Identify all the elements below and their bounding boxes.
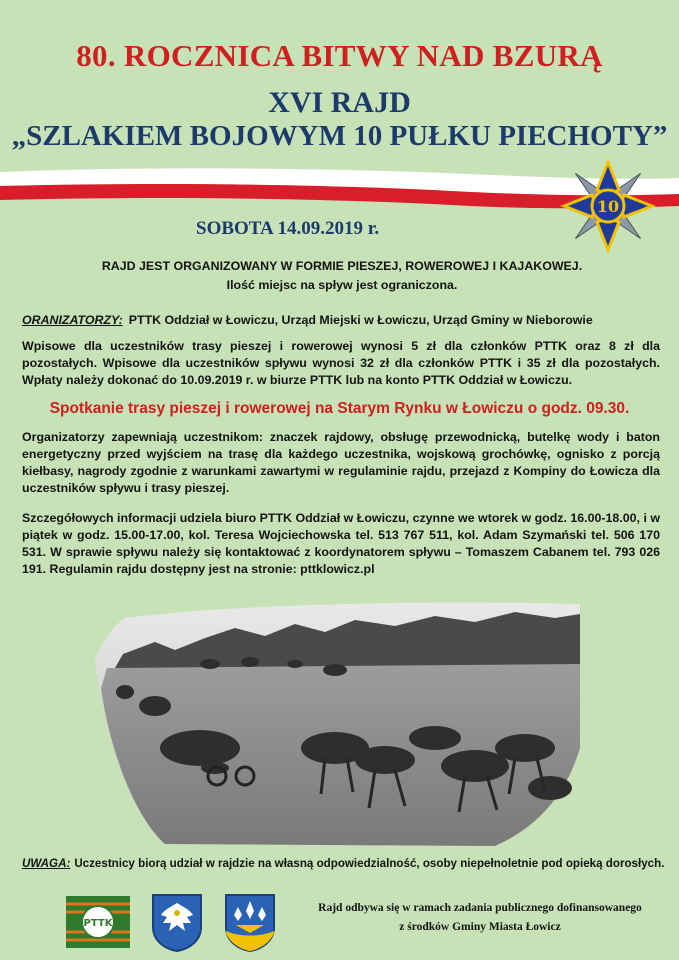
warning-line — [22, 857, 672, 870]
pttk-logo-icon — [66, 896, 130, 948]
cavalry-charge-photo — [95, 598, 580, 846]
event-date: SOBOTA 14.09.2019 r. — [196, 218, 380, 239]
kayak-limit-text: Ilość miejsc na spływ jest ograniczona. — [226, 278, 458, 292]
meeting-announcement: Spotkanie trasy pieszej i rowerowej na Starym Rynku w Łowiczu o godz. 09.30. — [49, 400, 630, 417]
poster-title-rally: XVI RAJD — [268, 86, 411, 119]
contact-info-paragraph: Szczegółowych informacji udziela biuro PTTK Oddział w Łowiczu, czynne we wtorek w godz. 16.00-18.00, i w piątek w godz. 15.00-17.00, kol. Teresa Wojciechowska tel. 513 767 511, kol. Adam Szymański tel. 506 170 531. W sprawie spływu należy się kontaktować z koordynatorem spływu – Tomaszem Cabanem tel. 793 026 191. Regulamin rajdu dostępny jest na stronie: pttklowicz.pl — [22, 511, 660, 576]
poster-title-trail: „SZLAKIEM BOJOWYM 10 PUŁKU PIECHOTY” — [11, 120, 668, 152]
regiment-cross-badge-icon — [560, 158, 656, 254]
badge-number: 10 — [596, 197, 620, 216]
funding-line-1: Rajd odbywa się w ramach zadania publicznego dofinansowanego — [318, 902, 642, 914]
organizers-text: PTTK Oddział w Łowiczu, Urząd Miejski w Łowiczu, Urząd Gminy w Nieborowie — [128, 313, 593, 327]
provisions-paragraph: Organizatorzy zapewniają uczestnikom: znaczek rajdowy, obsługę przewodnicką, butelkę wody i baton energetyczny przed wyjściem na trasę dla każdego uczestnika, wojskową grochówkę, ognisko z porcją kiełbasy, nagrody zgodnie z warunkami zawartymi w regulaminie rajdu, przejazd z Kompiny do Łowicza dla uczestników spływu i trasy pieszej. — [22, 430, 660, 495]
lowicz-coat-of-arms-icon — [151, 893, 203, 953]
organizers-line — [22, 312, 662, 329]
organizers-label: ORANIZATORZY: — [22, 313, 123, 327]
pttk-logo-text: PTTK — [83, 918, 113, 929]
warning-text: Uczestnicy biorą udział w rajdzie na własną odpowiedzialność, osoby niepełnoletnie pod opieką dorosłych. — [74, 857, 665, 870]
poster-title-anniversary: 80. ROCZNICA BITWY NAD BZURĄ — [76, 38, 603, 73]
rally-format-text: RAJD JEST ORGANIZOWANY W FORMIE PIESZEJ, ROWEROWEJ I KAJAKOWEJ. — [101, 259, 583, 273]
nieborow-coat-of-arms-icon — [224, 893, 276, 953]
funding-line-2: z środków Gminy Miasta Łowicz — [399, 921, 561, 933]
fees-paragraph: Wpisowe dla uczestników trasy pieszej i rowerowej wynosi 5 zł dla członków PTTK oraz 8 zł dla pozostałych. Wpisowe dla uczestników spływu wynosi 32 zł dla członków PTTK i 35 zł dla pozostałych. Wpłaty należy dokonać do 10.09.2019 r. w biurze PTTK lub na konto PTTK Oddział w Łowiczu. — [22, 339, 660, 387]
warning-label: UWAGA: — [22, 857, 71, 870]
